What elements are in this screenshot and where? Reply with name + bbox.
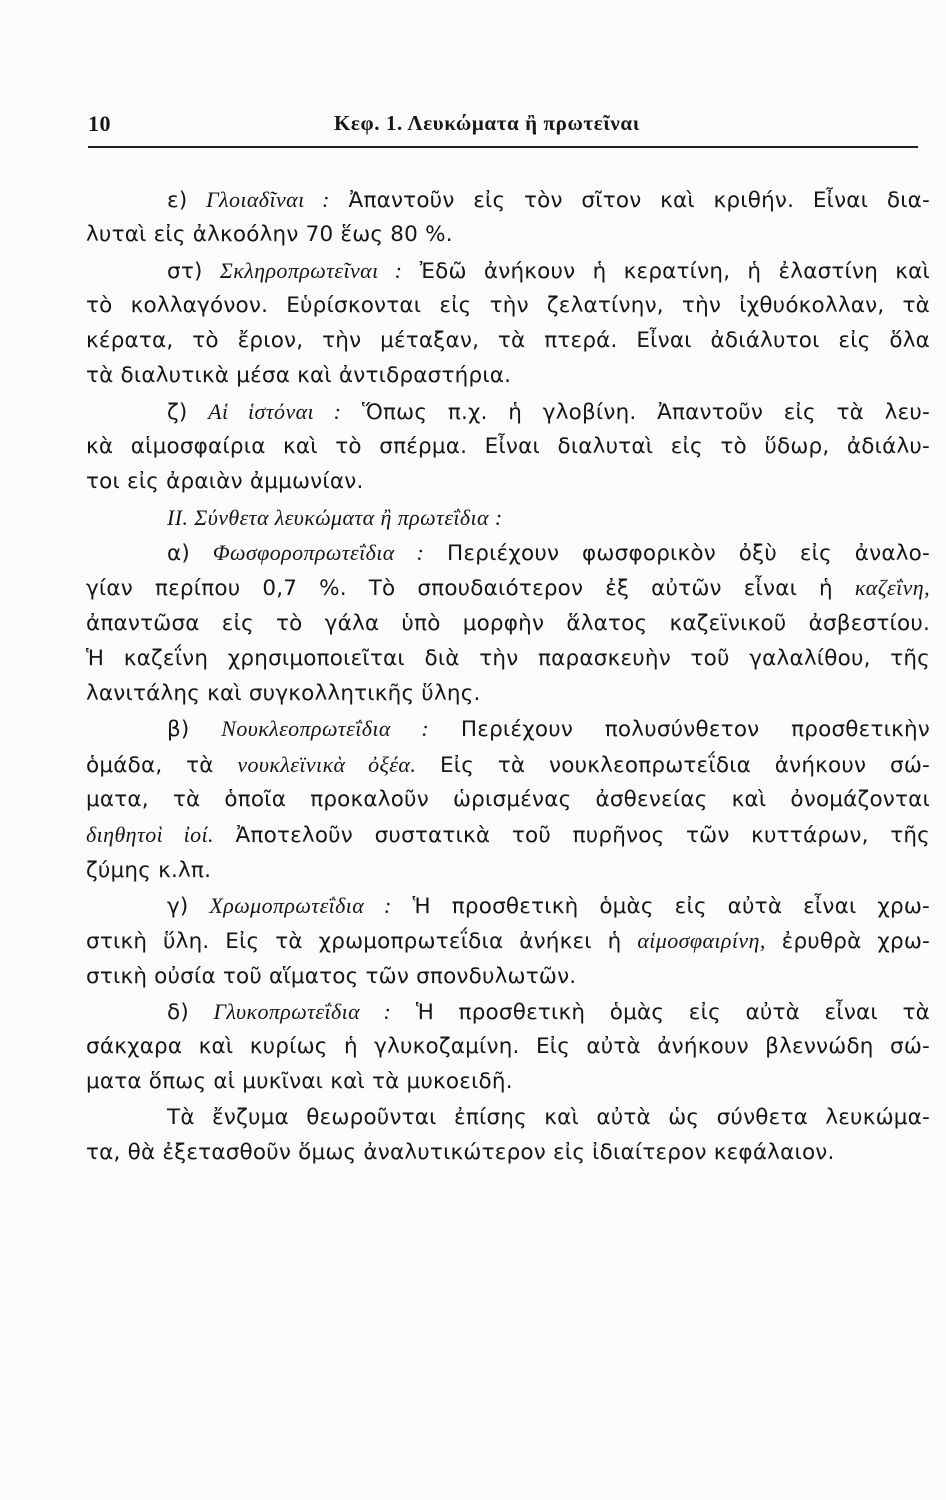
- text-run: στικὴ ὕλη. Εἰς τὰ χρωμοπρωτεΐδια ἀνήκει ἡ: [86, 929, 638, 955]
- text-line: [86, 535, 930, 570]
- text-line: [86, 817, 930, 852]
- text-run: δ): [167, 999, 214, 1025]
- body-text: [86, 182, 930, 1170]
- text-run: ματα, τὰ ὁποῖα προκαλοῦν ὡρισμένας ἀσθενείας καὶ ὀνομάζονται: [86, 787, 930, 813]
- text-line: [86, 1100, 930, 1135]
- text-run: Ἀπαντοῦν εἰς τὸν σῖτον καὶ κριθήν. Εἶναι δια-: [329, 188, 930, 213]
- text-run: Ἡ προσθετικὴ ὁμὰς εἰς αὐτὰ εἶναι χρω-: [391, 893, 930, 919]
- text-run: Εἰς τὰ νουκλεοπρωτεΐδια ἀνήκουν σώ-: [416, 752, 930, 778]
- text-run: κὰ αἱμοσφαίρια καὶ τὸ σπέρμα. Εἶναι διαλυταὶ εἰς τὸ ὕδωρ, ἀδιάλυ-: [86, 434, 930, 460]
- text-line: [86, 888, 930, 923]
- text-line: [86, 1135, 930, 1170]
- text-run: ἀπαντῶσα εἰς τὸ γάλα ὑπὸ μορφὴν ἅλατος καζεϊνικοῦ ἀσβεστίου.: [86, 610, 930, 636]
- italic-term: Φωσφοροπρωτεΐδια :: [212, 539, 425, 565]
- text-run: α): [167, 540, 213, 566]
- text-line: [86, 1029, 930, 1064]
- text-line: [86, 253, 930, 288]
- header-rule: [88, 146, 918, 148]
- text-run: ἐρυθρὰ χρω-: [765, 929, 930, 955]
- text-line: [86, 394, 930, 429]
- text-run: στικὴ οὐσία τοῦ αἵματος τῶν σπονδυλωτῶν.: [86, 963, 577, 989]
- text-line: [86, 500, 930, 535]
- text-run: Περιέχουν πολυσύνθετον προσθετικὴν: [429, 717, 930, 743]
- page-number: 10: [88, 111, 111, 136]
- text-run: Ἡ προσθετικὴ ὁμὰς εἰς αὐτὰ εἶναι τὰ: [391, 999, 930, 1025]
- italic-term: διηθητοὶ ἰοί.: [86, 822, 214, 848]
- italic-term: Σύνθετα λευκώματα ἢ πρωτεΐδια :: [194, 504, 503, 530]
- text-run: γίαν περίπου 0,7 %. Τὸ σπουδαιότερον ἐξ αὐτῶν εἶναι ἡ: [86, 576, 855, 602]
- italic-term: καζεΐνη,: [854, 575, 930, 601]
- italic-term: Γλυκοπρωτεΐδια :: [213, 998, 392, 1024]
- text-line: [86, 217, 930, 252]
- text-line: [86, 570, 930, 605]
- text-line: [86, 747, 930, 782]
- text-line: [86, 711, 930, 746]
- text-line: [86, 606, 930, 641]
- italic-term: II.: [167, 504, 195, 530]
- text-run: τὰ διαλυτικὰ μέσα καὶ ἀντιδραστήρια.: [86, 363, 512, 389]
- text-line: [86, 288, 930, 323]
- text-run: λυταὶ εἰς ἀλκοόλην 70 ἕως 80 %.: [86, 222, 453, 248]
- text-run: ὁμάδα, τὰ: [86, 752, 238, 778]
- text-run: λανιτάλης καὶ συγκολλητικῆς ὕλης.: [86, 681, 481, 707]
- text-run: ζ): [167, 399, 209, 425]
- text-run: ματα ὅπως αἱ μυκῖναι καὶ τὰ μυκοειδῆ.: [86, 1069, 513, 1095]
- text-line: [86, 959, 930, 994]
- text-line: [86, 782, 930, 817]
- text-run: γ): [167, 893, 210, 919]
- text-run: κέρατα, τὸ ἔριον, τὴν μέταξαν, τὰ πτερά. Εἶναι ἀδιάλυτοι εἰς ὅλα: [86, 328, 930, 354]
- text-line: [86, 429, 930, 464]
- text-run: τὸ κολλαγόνον. Εὑρίσκονται εἰς τὴν ζελατίνην, τὴν ἰχθυόκολλαν, τὰ: [86, 292, 930, 318]
- text-run: τα, θὰ ἐξετασθοῦν ὅμως ἀναλυτικώτερον εἰς ἰδιαίτερον κεφάλαιον.: [86, 1140, 835, 1166]
- text-line: [86, 641, 930, 676]
- text-line: [86, 676, 930, 711]
- running-head: Κεφ. 1. Λευκώματα ἢ πρωτεῖναι: [334, 111, 640, 135]
- text-run: Ὅπως π.χ. ἡ γλοβίνη. Ἀπαντοῦν εἰς τὰ λευ-: [341, 399, 930, 425]
- italic-term: Σκληροπρωτεῖναι :: [219, 257, 403, 283]
- italic-term: νουκλεϊνικὰ ὀξέα.: [237, 751, 417, 777]
- italic-term: Χρωμοπρωτεΐδια :: [209, 892, 392, 918]
- text-run: Τὰ ἔνζυμα θεωροῦνται ἐπίσης καὶ αὐτὰ ὡς σύνθετα λευκώμα-: [167, 1104, 930, 1130]
- text-run: ε): [167, 188, 207, 213]
- italic-term: αἱμοσφαιρίνη,: [637, 928, 766, 954]
- text-line: [86, 464, 930, 499]
- text-run: τοι εἰς ἀραιὰν ἀμμωνίαν.: [86, 469, 364, 495]
- text-run: Ἡ καζεΐνη χρησιμοποιεῖται διὰ τὴν παρασκευὴν τοῦ γαλαλίθου, τῆς: [86, 645, 930, 671]
- text-line: [86, 853, 930, 888]
- italic-term: Γλοιαδῖναι :: [206, 187, 330, 212]
- italic-term: Νουκλεοπρωτεΐδια :: [221, 716, 430, 742]
- text-line: [86, 323, 930, 358]
- text-run: Ἐδῶ ἀνήκουν ἡ κερατίνη, ἡ ἐλαστίνη καὶ: [402, 258, 930, 284]
- text-run: ζύμης κ.λπ.: [86, 857, 212, 883]
- italic-term: Αἱ ἱστόναι :: [208, 398, 342, 424]
- text-line: [86, 1064, 930, 1099]
- text-line: [86, 182, 930, 217]
- text-run: στ): [167, 258, 220, 284]
- text-run: Ἀποτελοῦν συστατικὰ τοῦ πυρῆνος τῶν κυττάρων, τῆς: [213, 823, 930, 849]
- text-line: [86, 358, 930, 393]
- page-header: [88, 103, 920, 143]
- text-line: [86, 923, 930, 958]
- text-run: Περιέχουν φωσφορικὸν ὀξὺ εἰς ἀναλο-: [424, 540, 930, 566]
- text-line: [86, 994, 930, 1029]
- text-run: β): [167, 717, 222, 743]
- text-run: σάκχαρα καὶ κυρίως ἡ γλυκοζαμίνη. Εἰς αὐτὰ ἀνήκουν βλεννώδη σώ-: [86, 1034, 930, 1060]
